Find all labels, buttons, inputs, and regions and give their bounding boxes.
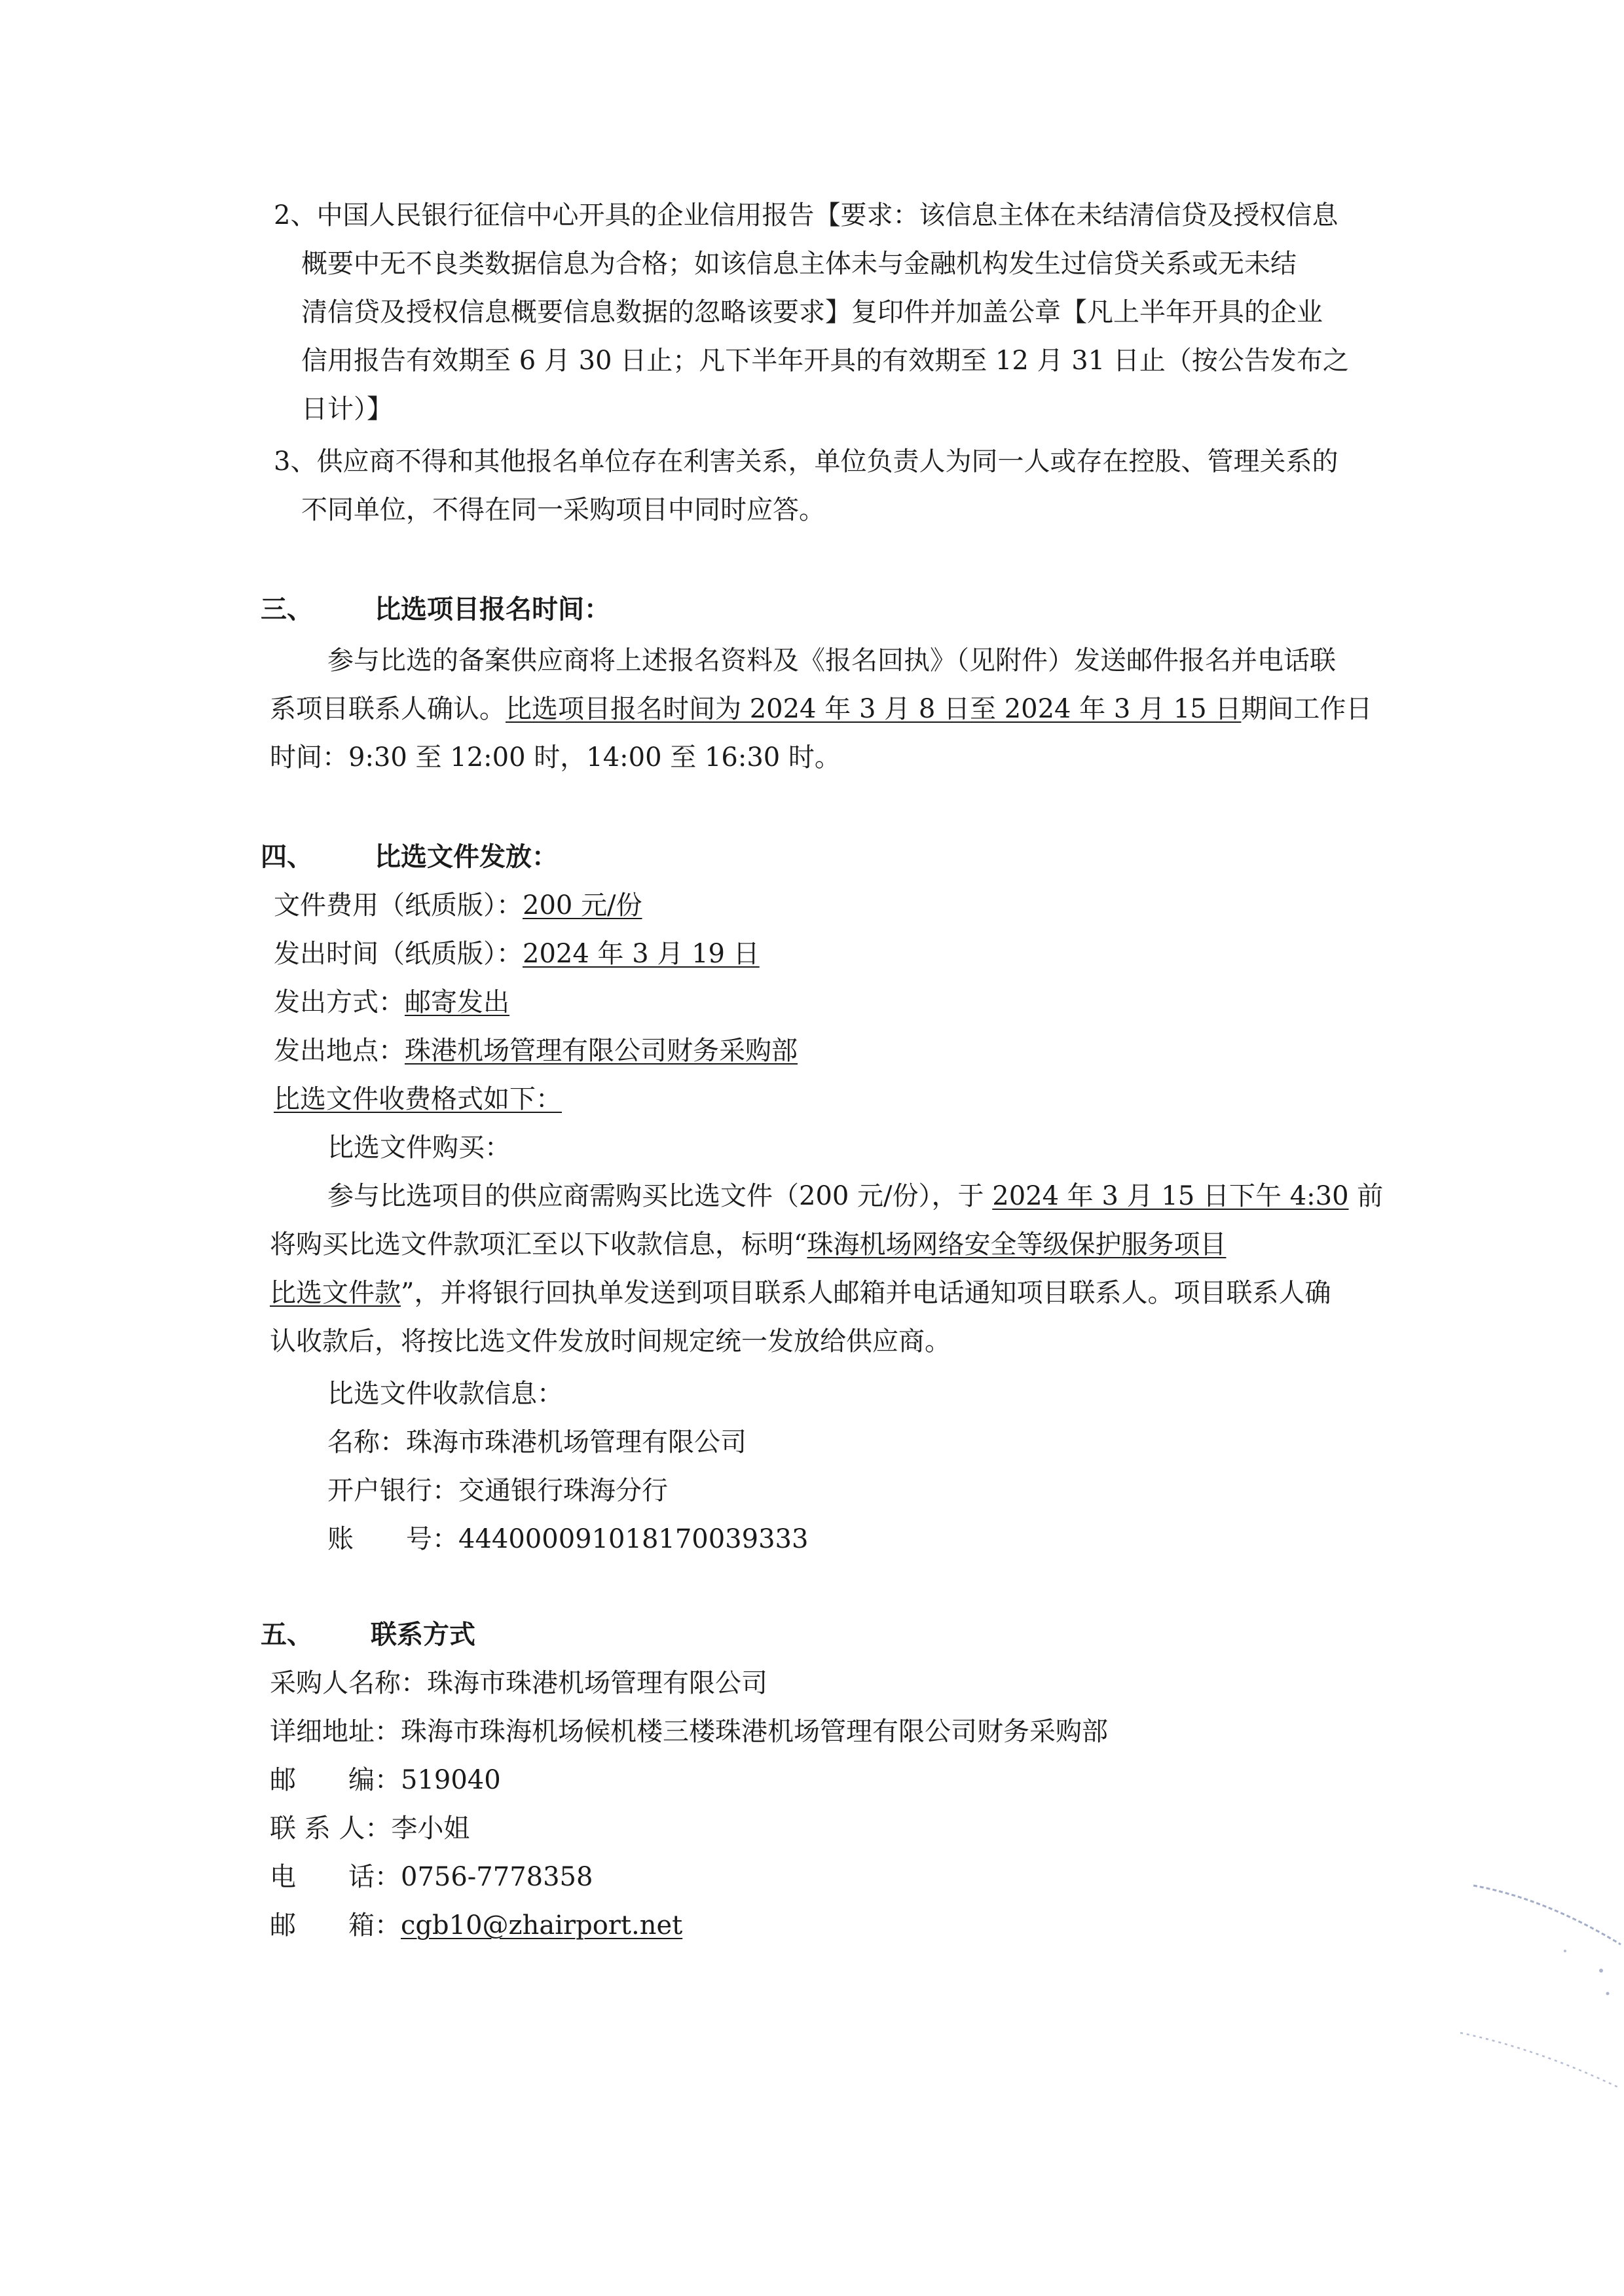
section4-title: 比选文件发放：	[375, 842, 558, 872]
section3-line2-text-a: 系项目联系人确认。	[270, 694, 506, 724]
payment-note: 比选文件款	[270, 1278, 401, 1308]
telephone: 电 话：0756-7778358	[270, 1862, 593, 1892]
registration-period: 比选项目报名时间为 2024 年 3 月 8 日至 2024 年 3 月 15 日	[506, 694, 1242, 724]
section4-number: 四、	[261, 842, 313, 872]
payee-bank: 开户银行：交通银行珠海分行	[327, 1476, 668, 1506]
item2-line3: 清信贷及授权信息概要信息数据的忽略该要求】复印件并加盖公章【凡上半年开具的企业	[301, 297, 1323, 327]
item2-line4: 信用报告有效期至 6 月 30 日止；凡下半年开具的有效期至 12 月 31 日止（按公告发布之	[301, 346, 1349, 376]
issue-method-line	[274, 986, 509, 1019]
issue-time-label: 发出时间（纸质版）：	[274, 939, 523, 969]
issue-place-line	[274, 1034, 798, 1067]
stamp-edge-mark	[1454, 1872, 1624, 2095]
purchase-para-line3	[270, 1277, 1331, 1309]
payee-title: 比选文件收款信息：	[327, 1379, 563, 1409]
payee-account: 账 号：444000091018170039333	[327, 1524, 809, 1554]
fee-format-line: 比选文件收费格式如下：	[274, 1084, 562, 1114]
item2-line2: 概要中无不良类数据信息为合格；如该信息主体未与金融机构发生过信贷关系或无未结	[301, 249, 1297, 279]
payee-name: 名称：珠海市珠港机场管理有限公司	[327, 1427, 747, 1457]
section3-line2-text-c: 期间工作日	[1241, 694, 1373, 724]
item3-line2: 不同单位，不得在同一采购项目中同时应答。	[301, 495, 825, 525]
purchase-title: 比选文件购买：	[327, 1133, 511, 1163]
section3-line2	[270, 693, 1372, 725]
issue-time-value: 2024 年 3 月 19 日	[523, 939, 760, 969]
postcode: 邮 编：519040	[270, 1765, 501, 1795]
issue-method-value: 邮寄发出	[405, 987, 509, 1017]
item2-line5: 日计）】	[301, 394, 393, 424]
contact-person: 联 系 人：李小姐	[270, 1813, 470, 1844]
email-link[interactable]: cgb10@zhairport.net	[401, 1910, 683, 1941]
purchase-para-line4: 认收款后，将按比选文件发放时间规定统一发放给供应商。	[270, 1326, 951, 1357]
purchase-text-e: ”，并将银行回执单发送到项目联系人邮箱并电话通知项目联系人。项目联系人确	[401, 1278, 1331, 1308]
section3-line3: 时间：9:30 至 12:00 时，14:00 至 16:30 时。	[270, 742, 841, 773]
fee-line	[274, 889, 642, 922]
issue-place-value: 珠港机场管理有限公司财务采购部	[405, 1036, 798, 1066]
section3-line1: 参与比选的备案供应商将上述报名资料及《报名回执》（见附件）发送邮件报名并电话联	[327, 646, 1336, 676]
purchase-para-line1	[327, 1180, 1383, 1212]
purchase-text-c: 前	[1348, 1181, 1384, 1211]
item2-line1: 2、中国人民银行征信中心开具的企业信用报告【要求：该信息主体在未结清信贷及授权信息	[274, 200, 1338, 230]
section3-number: 三、	[261, 594, 313, 625]
email-label: 邮 箱：	[270, 1910, 401, 1941]
purchase-para-line2	[270, 1228, 1226, 1261]
buyer-name: 采购人名称：珠海市珠港机场管理有限公司	[270, 1668, 767, 1698]
fee-value: 200 元/份	[523, 890, 642, 920]
section5-number: 五、	[261, 1620, 313, 1650]
issue-time-line	[274, 938, 760, 970]
purchase-deadline: 2024 年 3 月 15 日下午 4:30	[992, 1181, 1349, 1211]
buyer-address: 详细地址：珠海市珠海机场候机楼三楼珠港机场管理有限公司财务采购部	[270, 1717, 1108, 1747]
section5-title: 联系方式	[371, 1620, 475, 1650]
fee-label: 文件费用（纸质版）：	[274, 890, 523, 920]
email-line	[270, 1909, 682, 1942]
item3-line1: 3、供应商不得和其他报名单位存在利害关系，单位负责人为同一人或存在控股、管理关系的	[274, 446, 1338, 477]
issue-place-label: 发出地点：	[274, 1036, 405, 1066]
purchase-text-d: 将购买比选文件款项汇至以下收款信息，标明“	[270, 1230, 807, 1260]
section3-title: 比选项目报名时间：	[375, 594, 610, 625]
project-name: 珠海机场网络安全等级保护服务项目	[807, 1230, 1227, 1260]
purchase-text-a: 参与比选项目的供应商需购买比选文件（200 元/份），于	[327, 1181, 993, 1211]
issue-method-label: 发出方式：	[274, 987, 405, 1017]
